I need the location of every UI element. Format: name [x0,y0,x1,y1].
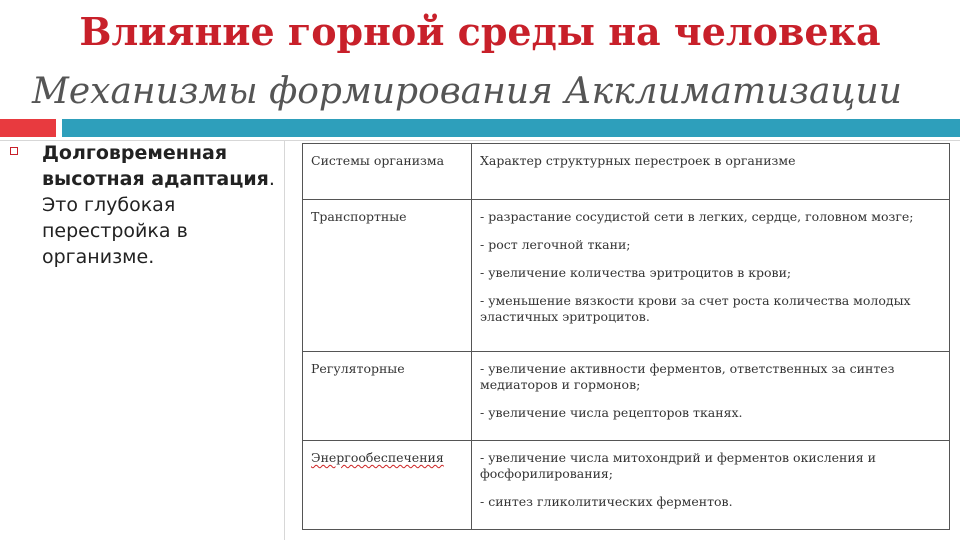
slide-subtitle: Механизмы формирования Акклиматизации [32,71,902,112]
changes-cell [472,441,950,530]
bullet-bold-text: Долговременная высотная адаптация [42,142,269,190]
table-header-cell: Системы организма [303,144,472,200]
accent-band-red [0,119,56,137]
system-cell: Регуляторные [303,352,472,441]
system-cell [303,441,472,530]
table-row [303,352,950,441]
table-row [303,441,950,530]
change-item: - уменьшение вязкости крови за счет роста количества молодых эластичных эритроцитов. [480,293,911,324]
change-item: - увеличение числа митохондрий и ферментов окисления и фосфорилирования; [480,450,876,481]
adaptation-mechanisms-table [302,143,950,530]
change-item: - разрастание сосудистой сети в легких, сердце, головном мозге; [480,209,914,224]
system-label: Энергообеспечения [311,450,444,465]
table-header-row [303,144,950,200]
accent-band-teal [62,119,960,137]
system-cell: Транспортные [303,200,472,352]
table-row [303,200,950,352]
bullet-trailing-text: . Это глубокая перестройка в организме. [42,168,275,268]
changes-cell [472,200,950,352]
table-header-cell: Характер структурных перестроек в организме [472,144,950,200]
square-bullet-icon [10,147,18,155]
bullet-paragraph [42,140,278,270]
change-item: - синтез гликолитических ферментов. [480,494,733,509]
column-divider [284,141,285,540]
slide-title: Влияние горной среды на человека [79,9,881,54]
change-item: - увеличение числа рецепторов тканях. [480,405,743,420]
change-item: - рост легочной ткани; [480,237,631,252]
changes-cell [472,352,950,441]
change-item: - увеличение количества эритроцитов в крови; [480,265,792,280]
change-item: - увеличение активности ферментов, ответственных за синтез медиаторов и гормонов; [480,361,895,392]
